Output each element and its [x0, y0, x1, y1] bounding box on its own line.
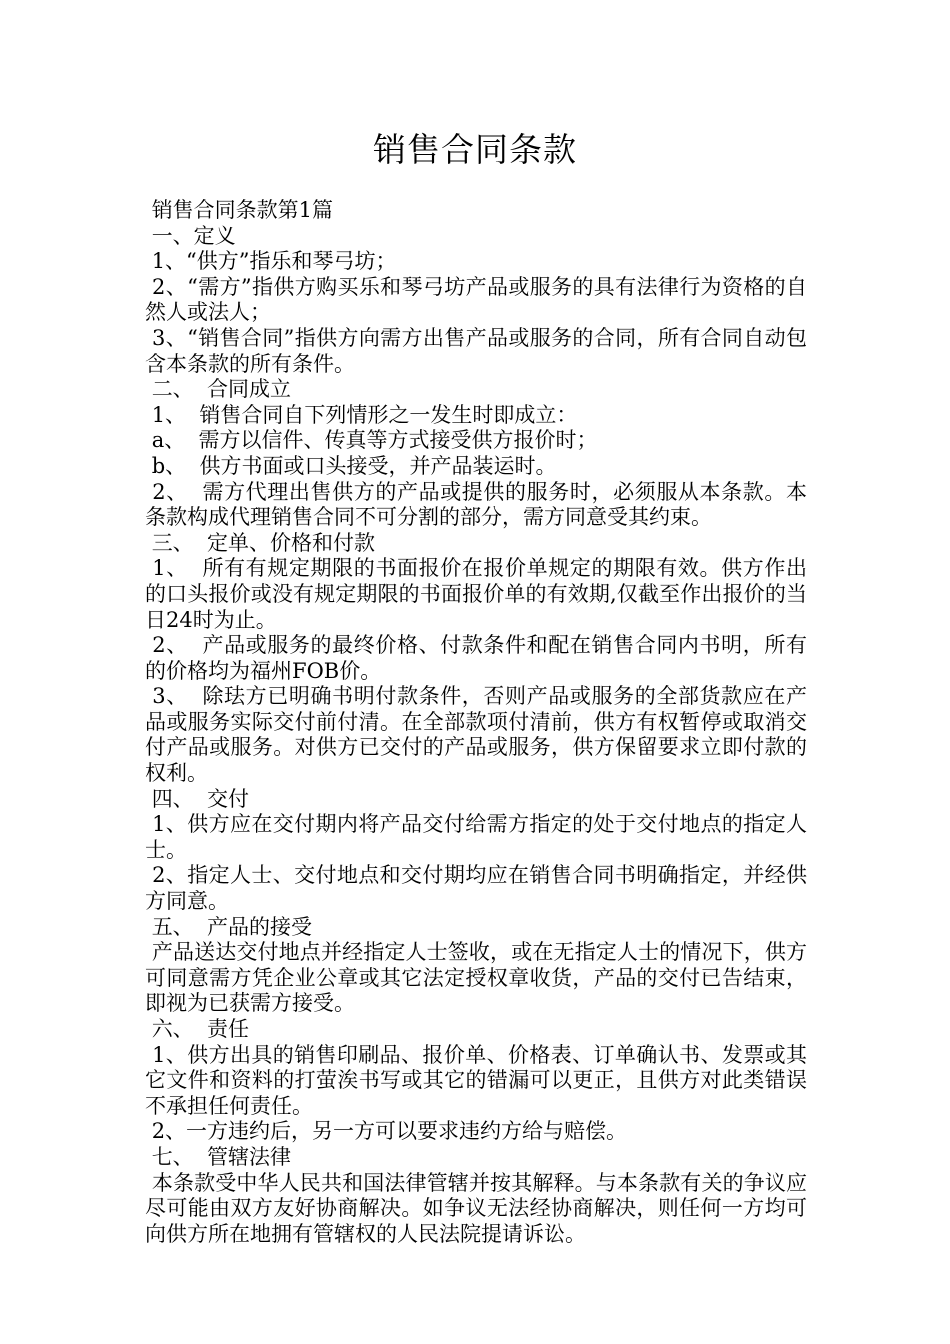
clause-paragraph: 2、指定人士、交付地点和交付期均应在销售合同书明确指定，并经供方同意。	[145, 863, 807, 914]
clause-paragraph: 1、供方出具的销售印刷品、报价单、价格表、订单确认书、发票或其它文件和资料的打萤涘书写或其它的错漏可以更正，且供方对此类错误不承担任何责任。	[145, 1042, 807, 1118]
clause-heading-formation: 二、 合同成立	[145, 377, 292, 402]
clause-paragraph: b、 供方书面或口头接受，并产品装运时。	[145, 453, 557, 478]
clause-paragraph: 1、 销售合同自下列情形之一发生时即成立：	[145, 402, 578, 427]
clause-heading-definitions: 一、定义	[145, 223, 236, 248]
clause-paragraph: 2、一方违约后，另一方可以要求违约方给与赔偿。	[145, 1119, 628, 1144]
clause-paragraph: 1、“供方”指乐和琴弓坊；	[145, 249, 397, 274]
clause-heading-acceptance: 五、 产品的接受	[145, 914, 313, 939]
document-title: 销售合同条款	[373, 130, 577, 169]
clause-paragraph: 2、“需方”指供方购买乐和琴弓坊产品或服务的具有法律行为资格的自然人或法人；	[145, 274, 807, 325]
clause-heading-governing-law: 七、 管辖法律	[145, 1144, 292, 1169]
clause-heading-orders-prices: 三、 定单、价格和付款	[145, 530, 376, 555]
clause-paragraph: 1、 所有有规定期限的书面报价在报价单规定的期限有效。供方作出的口头报价或没有规定期限的书面报价单的有效期,仅截至作出报价的当日24时为止。	[145, 556, 807, 632]
clause-heading-delivery: 四、 交付	[145, 786, 250, 811]
clause-paragraph: 1、供方应在交付期内将产品交付给需方指定的处于交付地点的指定人士。	[145, 812, 807, 862]
clause-paragraph: 3、 除珐方已明确书明付款条件，否则产品或服务的全部货款应在产品或服务实际交付前付清。在全部款项付清前，供方有权暂停或取消交付产品或服务。对供方已交付的产品或服务，供方保留要求立即付款的权利。	[145, 684, 807, 786]
document-body	[145, 198, 807, 1247]
clause-paragraph: a、 需方以信件、传真等方式接受供方报价时；	[145, 428, 598, 453]
clause-paragraph: 2、 需方代理出售供方的产品或提供的服务时，必须服从本条款。本条款构成代理销售合同不可分割的部分，需方同意受其约束。	[145, 479, 807, 530]
clause-paragraph: 2、 产品或服务的最终价格、付款条件和配在销售合同内书明，所有的价格均为福州FOB价。	[145, 633, 807, 683]
clause-paragraph: 产品送达交付地点并经指定人士签收，或在无指定人士的情况下，供方可同意需方凭企业公章或其它法定授权章收货，产品的交付已告结束，即视为已获需方接受。	[145, 940, 807, 1016]
clause-paragraph: 3、“销售合同”指供方向需方出售产品或服务的合同，所有合同自动包含本条款的所有条件。	[145, 325, 807, 376]
clause-paragraph: 本条款受中华人民共和国法律管辖并按其解释。与本条款有关的争议应尽可能由双方友好协商解决。如争议无法经协商解决，则任何一方均可向供方所在地拥有管辖权的人民法院提请诉讼。	[145, 1170, 807, 1246]
clause-heading-liability: 六、 责任	[145, 1017, 250, 1041]
section-heading: 销售合同条款第1篇	[145, 198, 334, 222]
